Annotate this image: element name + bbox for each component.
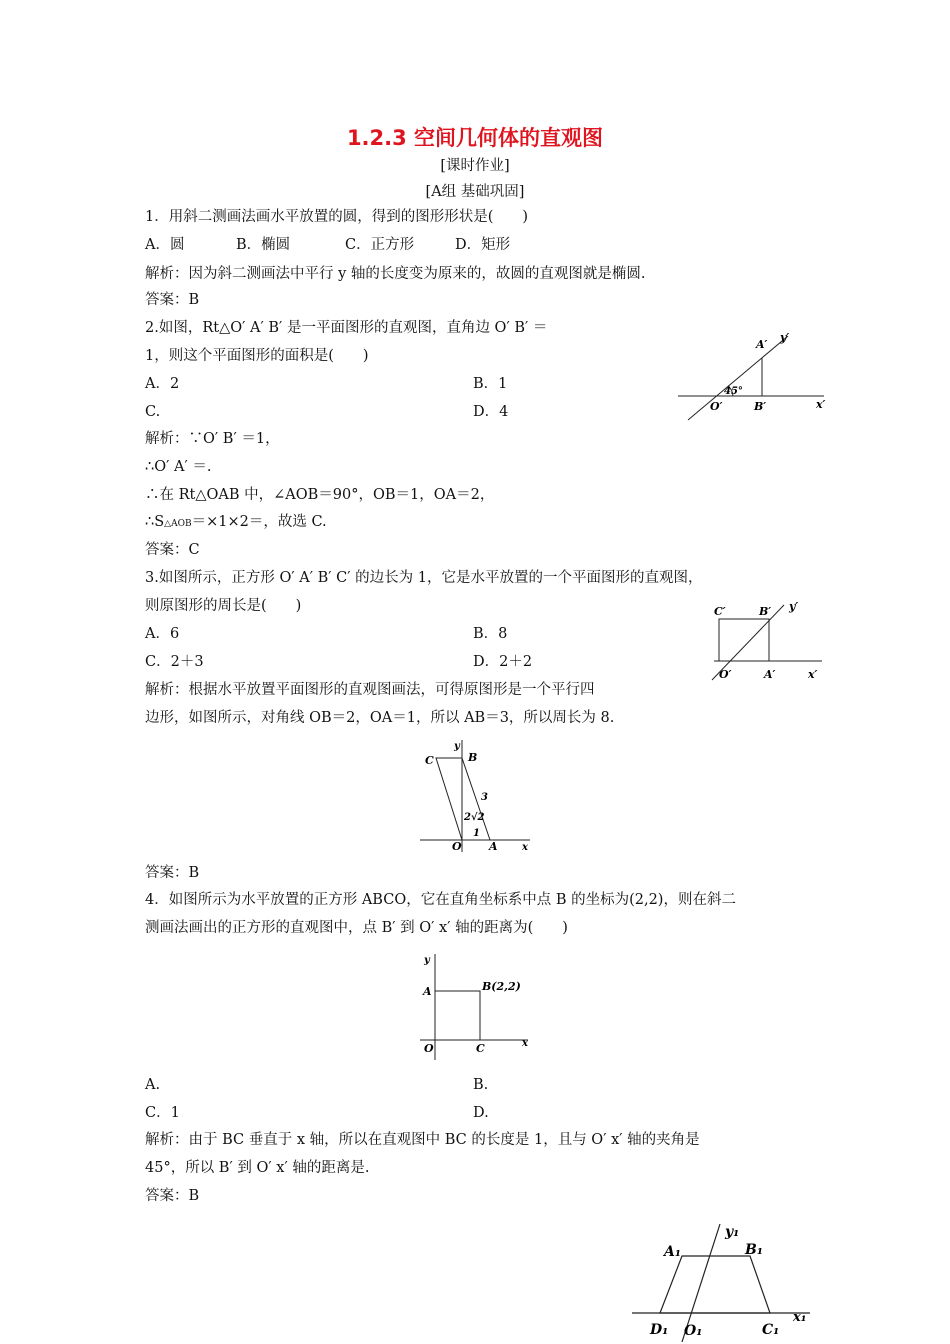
q3s-label-o: O (452, 840, 462, 853)
q5-label-b: B₁ (745, 1242, 763, 1258)
q4-option-d: D. (473, 1105, 489, 1121)
area-formula: ＝×1×2＝，故选 C. (191, 514, 327, 530)
q4-answer: 答案：B (145, 1188, 200, 1204)
q2-option-a: A．2 (145, 376, 180, 392)
q3-square (719, 619, 769, 661)
q2-label-b: B′ (754, 400, 767, 413)
q3-label-c: C′ (714, 605, 726, 618)
q5-label-c: C₁ (762, 1322, 780, 1338)
q3s-label-y: y (454, 741, 460, 752)
q3s-label-x: x (522, 842, 528, 853)
q5-trapezoid (660, 1256, 770, 1313)
q3-option-d: D．2＋2 (473, 654, 533, 670)
q4-option-a: A. (145, 1077, 161, 1093)
q3-label-y: y′ (789, 600, 799, 613)
q4-square (435, 991, 480, 1040)
q5-label-y: y₁ (725, 1224, 740, 1240)
q1-analysis: 解析：因为斜二测画法中平行 y 轴的长度变为原来的，故圆的直观图就是椭圆. (145, 266, 646, 282)
area-symbol: ∴S (145, 514, 165, 530)
q3-stem-2: 则原图形的周长是( ) (145, 598, 302, 614)
q2-option-c: C. (145, 404, 161, 420)
q5-label-o: O₁ (684, 1323, 703, 1339)
q1-option-a: A．圆 (145, 237, 185, 253)
q3-label-o: O′ (719, 668, 732, 681)
q2-option-d: D．4 (473, 404, 509, 420)
q3s-label-3: 3 (481, 792, 488, 803)
q1-answer: 答案：B (145, 292, 200, 308)
q4-label-c: C (476, 1042, 485, 1055)
q3-solution-figure (418, 736, 536, 854)
q3s-label-b: B (468, 751, 478, 764)
q1-stem: 1．用斜二测画法画水平放置的圆，得到的图形形状是( ) (145, 209, 529, 225)
q2-label-x: x′ (816, 398, 826, 411)
q3-label-b: B′ (759, 605, 772, 618)
q2-analysis-3: ∴在 Rt△OAB 中，∠AOB＝90°，OB＝1，OA＝2， (145, 487, 495, 503)
q3-label-x: x′ (808, 668, 818, 681)
q3-figure (712, 598, 824, 683)
q5-label-d: D₁ (650, 1322, 669, 1338)
q3s-label-c: C (425, 754, 434, 767)
subtitle: [课时作业] (440, 158, 510, 174)
q3-option-b: B．8 (473, 626, 508, 642)
q5-figure (630, 1218, 820, 1342)
q4-label-o: O (424, 1042, 434, 1055)
q4-stem-1: 4．如图所示为水平放置的正方形 ABCO，它在直角坐标系中点 B 的坐标为(2,2)，则在斜二 (145, 892, 736, 908)
q2-analysis-4 (145, 512, 327, 534)
q4-option-c: C．1 (145, 1105, 180, 1121)
q5-label-a: A₁ (664, 1244, 681, 1260)
q3-option-c: C．2＋3 (145, 654, 204, 670)
q3-analysis-1: 解析：根据水平放置平面图形的直观图画法，可得原图形是一个平行四 (145, 682, 595, 698)
q3s-label-a: A (489, 840, 498, 853)
q2-label-angle: 45° (724, 386, 743, 397)
q4-figure (418, 950, 536, 1062)
q2-label-o: O′ (710, 400, 723, 413)
q2-answer: 答案：C (145, 542, 200, 558)
q3-stem-1: 3.如图所示，正方形 O′ A′ B′ C′ 的边长为 1，它是水平放置的一个平面图形的直观图， (145, 570, 703, 586)
q4-stem-2: 测画法画出的正方形的直观图中，点 B′ 到 O′ x′ 轴的距离为( ) (145, 920, 568, 936)
area-subscript: △AOB (164, 519, 192, 529)
q2-stem-1: 2.如图，Rt△O′ A′ B′ 是一平面图形的直观图，直角边 O′ B′ ＝ (145, 320, 548, 336)
q4-label-y: y (424, 955, 430, 966)
q4-label-a: A (423, 985, 432, 998)
q1-option-c: C．正方形 (345, 237, 415, 253)
q3s-label-1: 1 (473, 828, 480, 839)
q3-analysis-2: 边形，如图所示，对角线 OB＝2，OA＝1，所以 AB＝3，所以周长为 8. (145, 710, 615, 726)
q5-label-x: x₁ (793, 1310, 807, 1325)
q2-label-y: y′ (780, 331, 790, 344)
q4-label-x: x (522, 1038, 528, 1049)
q4-option-b: B. (473, 1077, 489, 1093)
q2-y-axis (688, 336, 788, 420)
q4-analysis-2: 45°，所以 B′ 到 O′ x′ 轴的距离是. (145, 1160, 370, 1176)
q2-analysis-2: ∴O′ A′ ＝. (145, 459, 212, 475)
q2-analysis-1: 解析：∵O′ B′ ＝1， (145, 431, 280, 447)
q3s-label-2r2: 2√2 (464, 812, 485, 823)
q4-label-b: B(2,2) (482, 980, 521, 993)
page-title: 1.2.3 空间几何体的直观图 (346, 126, 604, 150)
q3-label-a: A′ (764, 668, 776, 681)
q2-figure (676, 328, 826, 423)
q3-answer: 答案：B (145, 865, 200, 881)
q1-option-d: D．矩形 (455, 237, 511, 253)
q4-analysis-1: 解析：由于 BC 垂直于 x 轴，所以在直观图中 BC 的长度是 1，且与 O′ x′ 轴的夹角是 (145, 1132, 700, 1148)
section-heading: [A组 基础巩固] (425, 184, 525, 200)
q1-option-b: B．椭圆 (236, 237, 291, 253)
q2-option-b: B．1 (473, 376, 508, 392)
q3-option-a: A．6 (145, 626, 180, 642)
q2-label-a: A′ (756, 338, 768, 351)
q2-stem-2: 1，则这个平面图形的面积是( ) (145, 348, 369, 364)
